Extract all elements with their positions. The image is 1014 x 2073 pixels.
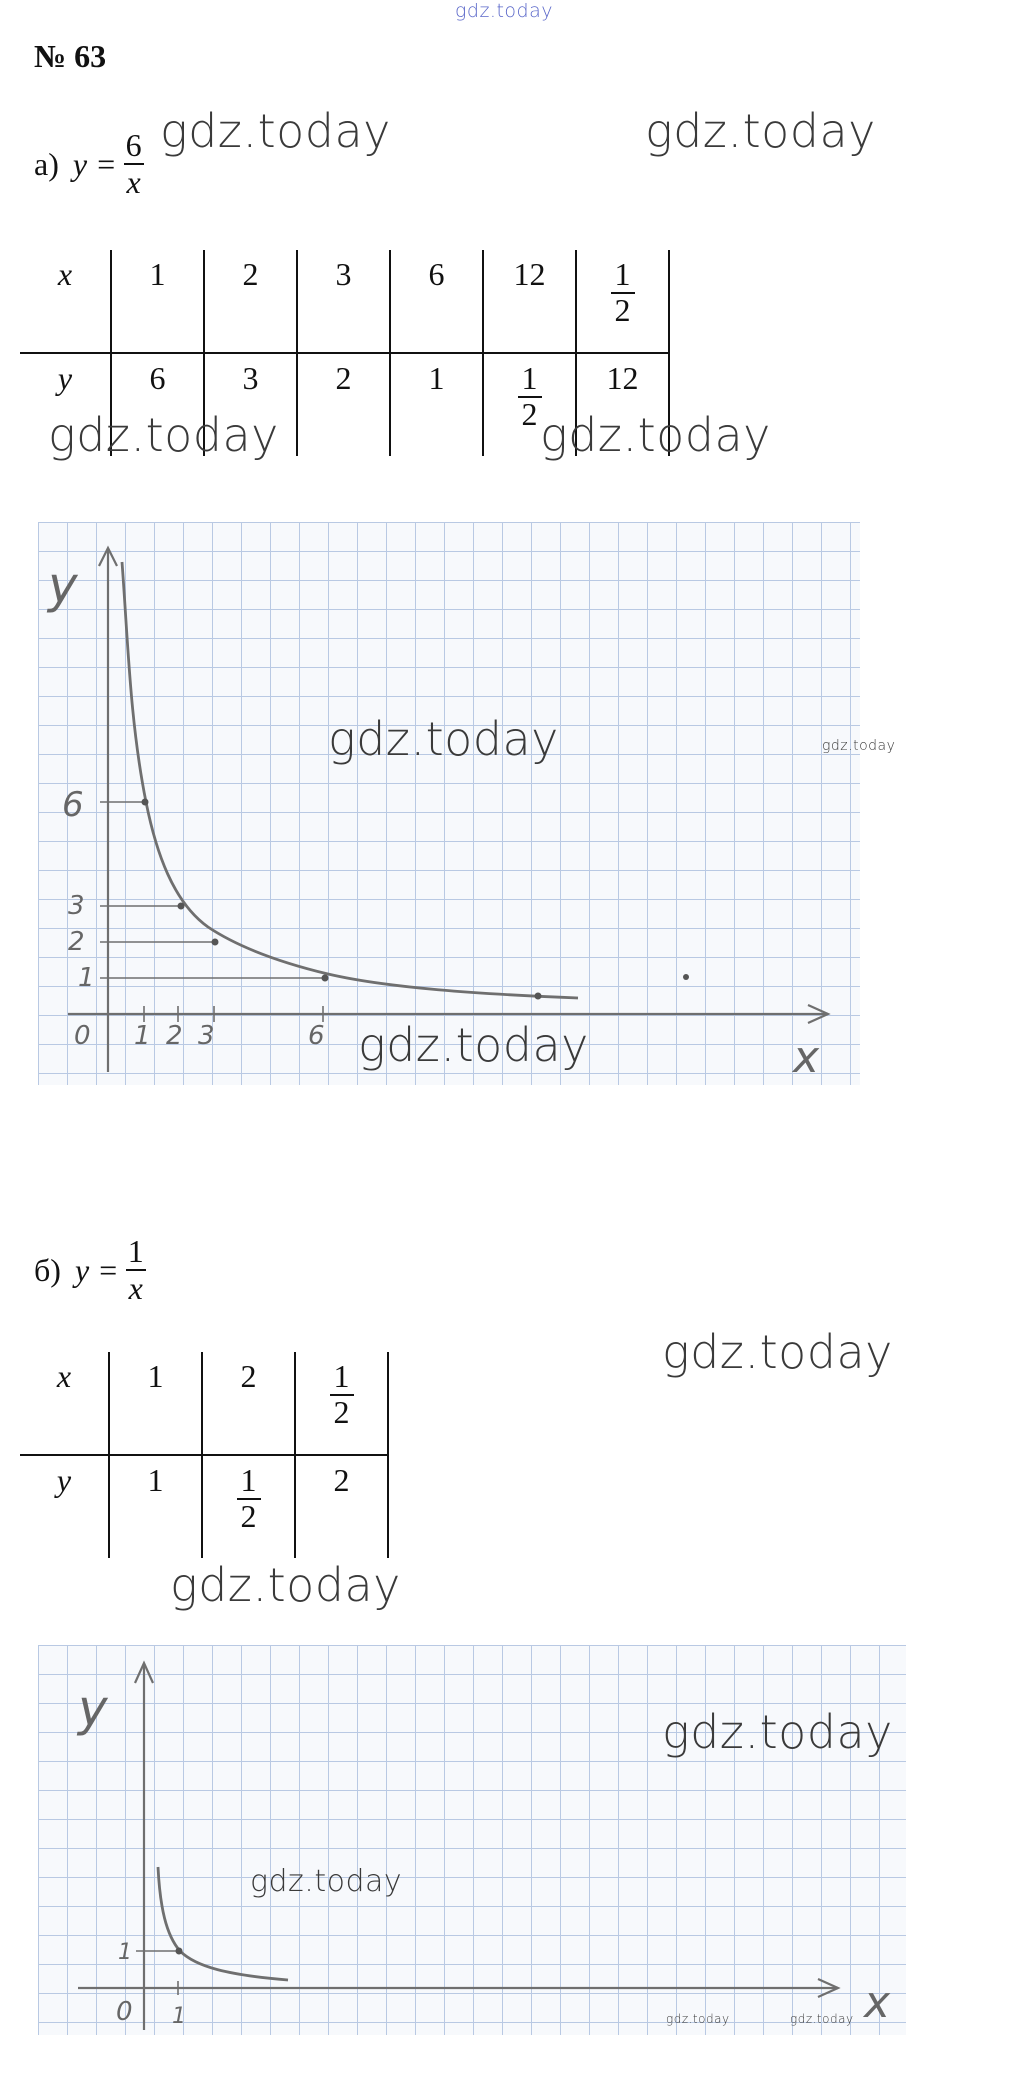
watermark: gdz.today bbox=[170, 1558, 401, 1612]
watermark: gdz.today bbox=[645, 104, 876, 158]
watermark: gdz.today bbox=[328, 712, 559, 766]
watermark-small: gdz.today bbox=[822, 738, 896, 754]
axis-label-x: x bbox=[864, 1977, 891, 2028]
stray-dot bbox=[683, 974, 689, 980]
table-cell: $\frac{1}{2}$ bbox=[483, 353, 576, 456]
x-tick-label: 1 bbox=[172, 2004, 186, 2029]
table-cell: 2 bbox=[295, 1455, 388, 1558]
y-header: y bbox=[56, 1462, 72, 1498]
table-cell: 2 bbox=[202, 1352, 295, 1455]
table-cell: 1 bbox=[390, 353, 483, 456]
watermark: gdz.today bbox=[250, 1864, 403, 1899]
top-watermark: gdz.today bbox=[455, 0, 553, 22]
point-1-1 bbox=[176, 1948, 183, 1955]
watermark-small: gdz.today bbox=[790, 2012, 854, 2026]
table-cell: 1 bbox=[109, 1455, 202, 1558]
watermark: gdz.today bbox=[358, 1018, 589, 1072]
y-tick-label: 6 bbox=[62, 785, 84, 825]
table-cell: 2 bbox=[297, 353, 390, 456]
x-header: x bbox=[56, 1358, 72, 1394]
watermark: gdz.today bbox=[160, 104, 391, 158]
graph-a bbox=[38, 522, 860, 1085]
problem-number: № 63 bbox=[34, 38, 107, 74]
watermark: gdz.today bbox=[48, 408, 279, 462]
part-b-label: б) bbox=[34, 1251, 61, 1288]
table-cell: 1 bbox=[111, 250, 204, 353]
table-cell: 6 bbox=[111, 353, 204, 456]
x-tick-label: 3 bbox=[198, 1021, 215, 1051]
graph-b bbox=[38, 1645, 906, 2035]
table-cell: 3 bbox=[297, 250, 390, 353]
table-cell: 3 bbox=[204, 353, 297, 456]
table-cell: 12 bbox=[483, 250, 576, 353]
point-1-6 bbox=[142, 799, 149, 806]
point-2-3 bbox=[178, 903, 185, 910]
table-cell: 12 bbox=[576, 353, 669, 456]
part-b-lhs: y = bbox=[74, 1251, 119, 1288]
table-cell: $\frac{1}{2}$ bbox=[576, 250, 669, 353]
part-a-lhs: y = bbox=[72, 145, 117, 182]
y-header: y bbox=[57, 360, 73, 396]
watermark: gdz.today bbox=[662, 1325, 893, 1379]
part-a-fraction: $\frac{6}{x}$ bbox=[123, 128, 145, 200]
point-6-1 bbox=[322, 975, 329, 982]
point-3-2 bbox=[212, 939, 219, 946]
origin-label: 0 bbox=[74, 1021, 91, 1051]
table-cell: $\frac{1}{2}$ bbox=[295, 1352, 388, 1455]
x-tick-label: 6 bbox=[308, 1021, 325, 1051]
hyperbola-curve-a bbox=[122, 562, 578, 998]
y-tick-label: 1 bbox=[118, 1940, 132, 1965]
table-cell: $\frac{1}{2}$ bbox=[202, 1455, 295, 1558]
x-header: x bbox=[57, 256, 73, 292]
table-cell: 1 bbox=[109, 1352, 202, 1455]
y-tick-label: 1 bbox=[78, 963, 95, 993]
watermark: gdz.today bbox=[662, 1705, 893, 1759]
watermark: gdz.today bbox=[540, 408, 771, 462]
x-tick-label: 1 bbox=[134, 1021, 151, 1051]
axis-label-y: y bbox=[48, 556, 78, 614]
axis-label-x: x bbox=[793, 1032, 820, 1083]
x-tick-label: 2 bbox=[166, 1021, 183, 1051]
part-a-label: а) bbox=[34, 145, 59, 182]
part-b-equation bbox=[34, 1234, 147, 1306]
axis-label-y: y bbox=[78, 1679, 108, 1737]
y-tick-label: 3 bbox=[68, 891, 85, 921]
table-cell: 2 bbox=[204, 250, 297, 353]
origin-label: 0 bbox=[116, 1997, 133, 2027]
point-12-half bbox=[535, 993, 542, 1000]
table-cell: 6 bbox=[390, 250, 483, 353]
part-a-equation bbox=[34, 128, 145, 200]
watermark-small: gdz.today bbox=[666, 2012, 730, 2026]
part-b-value-table bbox=[20, 1352, 389, 1558]
part-b-fraction: $\frac{1}{x}$ bbox=[125, 1234, 147, 1306]
y-tick-label: 2 bbox=[68, 927, 85, 957]
